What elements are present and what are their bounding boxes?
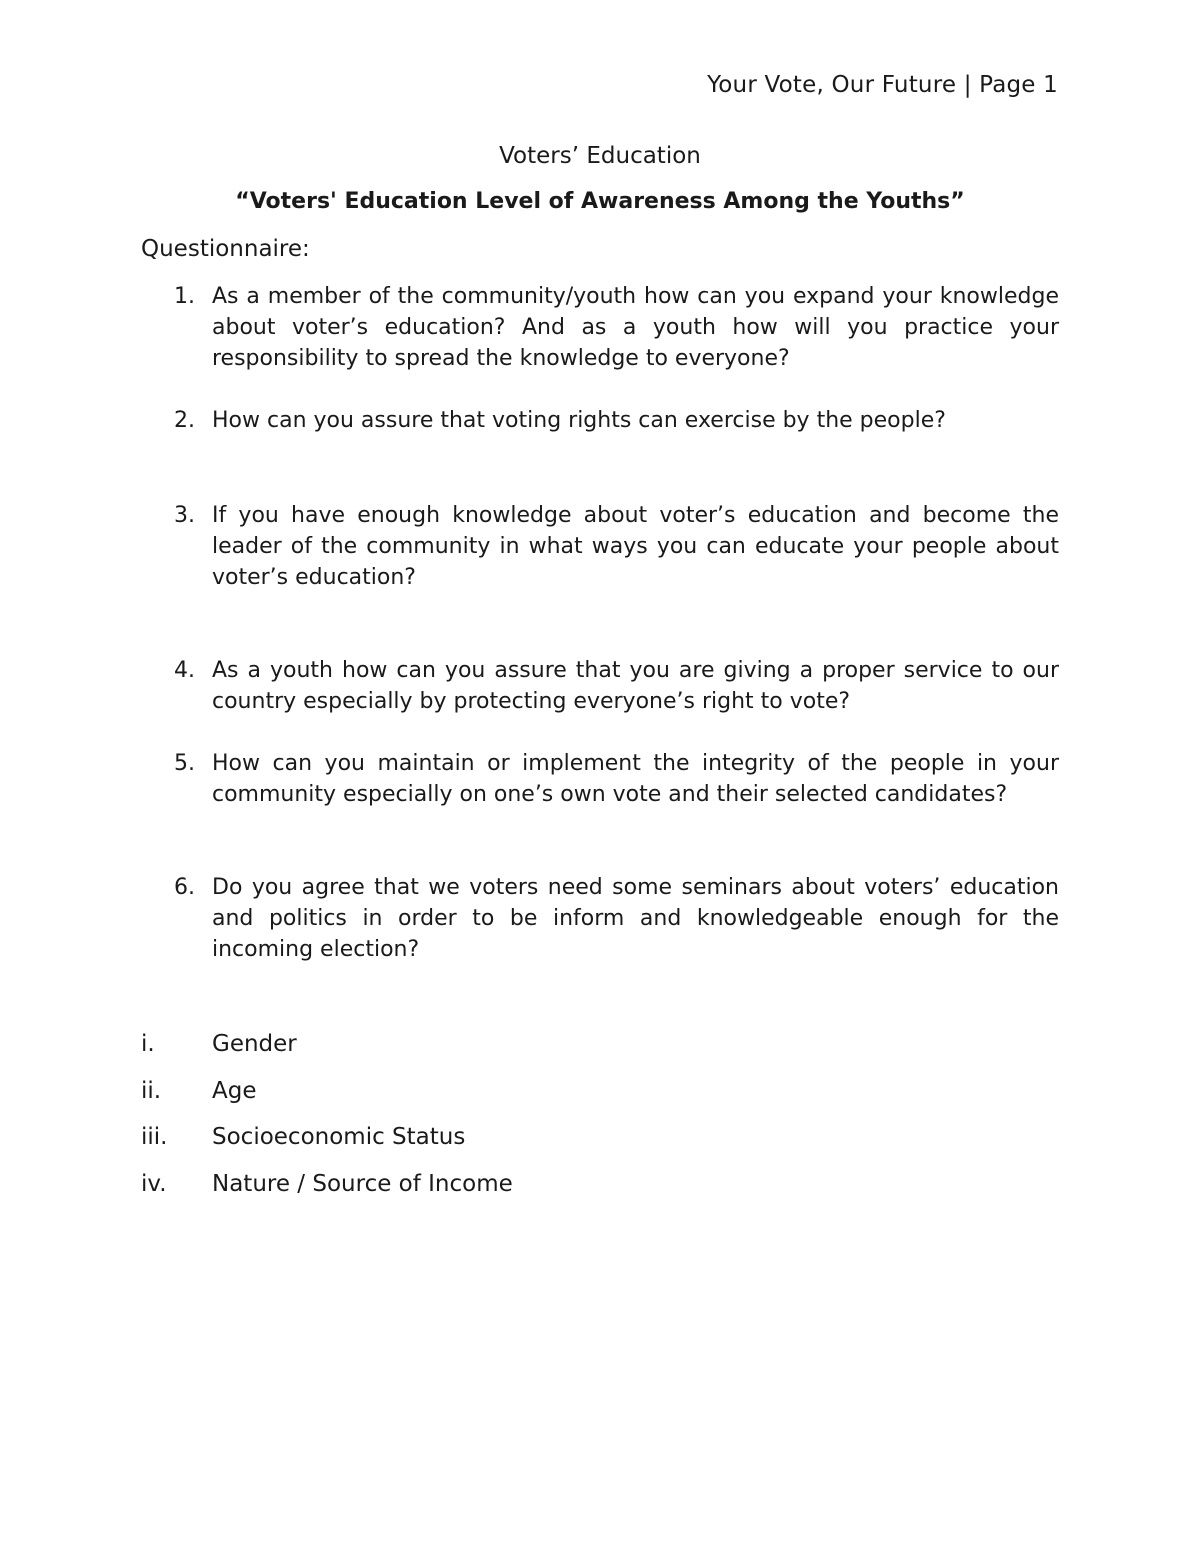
profile-text: Gender xyxy=(212,1031,297,1057)
profile-text: Socioeconomic Status xyxy=(212,1124,466,1150)
question-number: 6. xyxy=(174,875,195,900)
question-text: How can you assure that voting rights can exercise by the people? xyxy=(212,408,946,433)
question-item xyxy=(141,655,1059,717)
question-number: 3. xyxy=(174,503,195,528)
profile-number: ii. xyxy=(141,1078,162,1104)
profile-number: iii. xyxy=(141,1124,168,1150)
questionnaire-label: Questionnaire: xyxy=(141,236,310,262)
question-text: If you have enough knowledge about voter’s education and become the leader of the community in what ways you can educate your people about voter’s education? xyxy=(212,503,1059,590)
question-item xyxy=(141,405,1059,436)
question-text: As a youth how can you assure that you are giving a proper service to our country especially by protecting everyone’s right to vote? xyxy=(212,658,1059,714)
profile-number: iv. xyxy=(141,1171,167,1197)
question-item xyxy=(141,748,1059,810)
question-number: 2. xyxy=(174,408,195,433)
question-number: 5. xyxy=(174,751,195,776)
document-subtitle: “Voters' Education Level of Awareness Among the Youths” xyxy=(235,189,965,214)
question-item xyxy=(141,281,1059,374)
question-text: As a member of the community/youth how can you expand your knowledge about voter’s education? And as a youth how will you practice your responsibility to spread the knowledge to everyone? xyxy=(212,284,1059,371)
question-text: Do you agree that we voters need some seminars about voters’ education and politics in order to be inform and knowledgeable enough for the incoming election? xyxy=(212,875,1059,962)
profile-number: i. xyxy=(141,1031,155,1057)
profile-text: Nature / Source of Income xyxy=(212,1171,513,1197)
question-number: 4. xyxy=(174,658,195,683)
profile-text: Age xyxy=(212,1078,257,1104)
question-item xyxy=(141,872,1059,965)
document-title: Voters’ Education xyxy=(499,143,701,169)
page-header: Your Vote, Our Future | Page 1 xyxy=(707,72,1058,98)
question-text: How can you maintain or implement the integrity of the people in your community especially on one’s own vote and their selected candidates? xyxy=(212,751,1059,807)
question-number: 1. xyxy=(174,284,195,309)
question-item xyxy=(141,500,1059,593)
